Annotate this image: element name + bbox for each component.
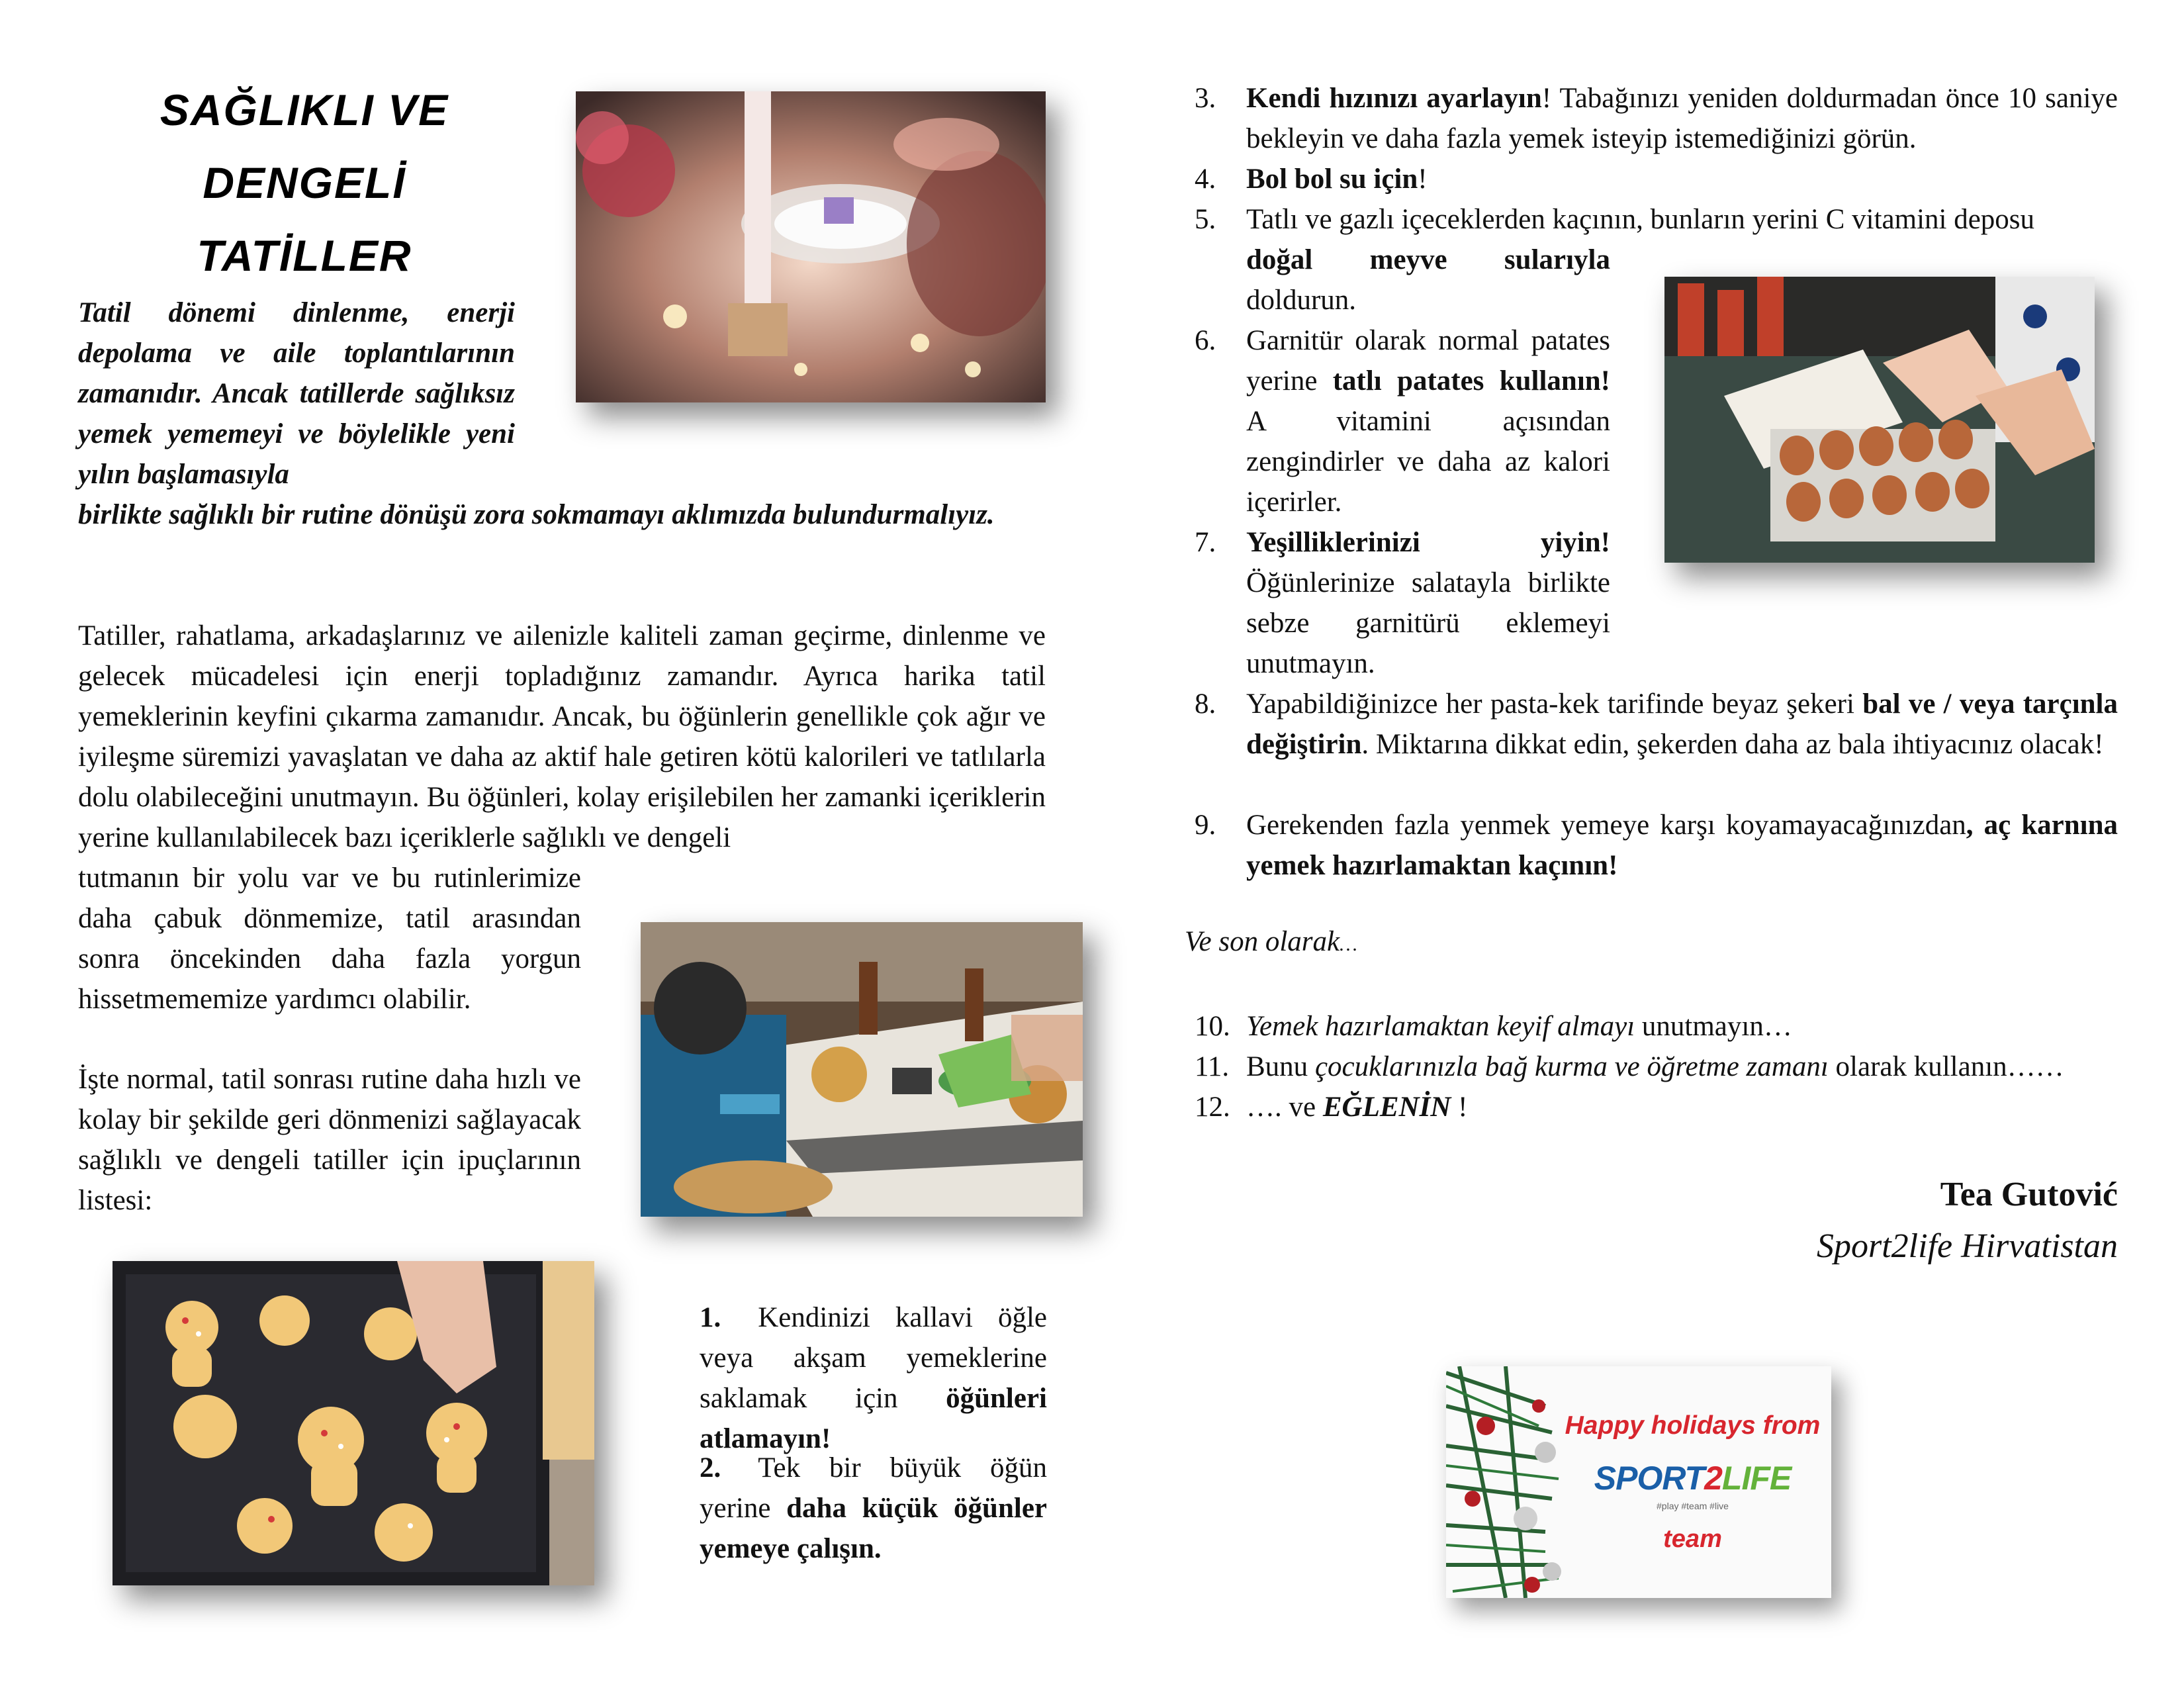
tip-1-number: 1.: [700, 1302, 721, 1333]
author-name: Tea Gutović: [1940, 1176, 2118, 1213]
tip-4-text: !: [1418, 164, 1428, 195]
card-logo-life: LIFE: [1721, 1460, 1792, 1497]
tip-1-bold: öğünleri atlamayın!: [700, 1383, 1047, 1454]
tip-5-number: 5.: [1195, 204, 1216, 235]
title-line-2: DENGELİ: [203, 158, 406, 207]
tip-2-number: 2.: [700, 1452, 721, 1483]
tip-11-text: olarak kullanın……: [1828, 1051, 2064, 1082]
intro-text-narrow: Tatil dönemi dinlenme, enerji depolama ve aile toplantılarının zamanıdır. Ancak tatillerde sağlıksız yemek yememeyi ve böylelikle yeni yılın başlamasıyla: [78, 297, 515, 490]
tip-2-bold: daha küçük öğünler yemeye çalışın.: [700, 1493, 1047, 1564]
tip-10-number: 10.: [1195, 1011, 1230, 1042]
tip-5-text: Tatlı ve gazlı içeceklerden kaçının, bunların yerini C vitamini deposu: [1246, 204, 2035, 235]
holiday-card: [1446, 1366, 1831, 1598]
card-line3: team: [1663, 1525, 1722, 1553]
title-line-1: SAĞLIKLI VE: [159, 85, 449, 134]
card-logo-2: 2: [1704, 1460, 1722, 1497]
tip-3-bold: Kendi hızınızı ayarlayın: [1246, 83, 1542, 114]
tip-8-number: 8.: [1195, 688, 1216, 720]
title-line-3: TATİLLER: [197, 231, 412, 280]
card-logo-sport: SPORT: [1594, 1460, 1705, 1497]
tip-3-text: ! Tabağınızı yeniden doldurmadan önce 10 saniye bekleyin ve daha fazla yemek isteyip istemediğinizi görün.: [1246, 83, 2118, 154]
finally-heading: [1185, 925, 1357, 958]
tip-11-italic: çocuklarınızla bağ kurma ve öğretme zamanı: [1314, 1051, 1829, 1082]
tip-11-number: 11.: [1195, 1051, 1230, 1082]
tip-8-text: Yapabildiğinizce her pasta-kek tarifinde beyaz şekeri: [1246, 688, 1854, 720]
tip-9-number: 9.: [1195, 810, 1216, 841]
intro-text-wide: birlikte sağlıklı bir rutine dönüşü zora sokmamayı aklımızda bulundurmalıyız.: [78, 499, 995, 530]
paragraph1-narrow: tutmanın bir yolu var ve bu rutinlerimize daha çabuk dönmemize, tatil arasından sonra öncekinden daha fazla yorgun hissetmememize yardımcı olabilir.: [78, 863, 581, 1015]
tip-1: [700, 1297, 1047, 1459]
photo-dinner-party: [641, 922, 1083, 1217]
tip-9-bold: , aç karnına yemek hazırlamaktan kaçının!: [1246, 810, 2118, 881]
tip-6-rest: A vitamini açısından zengindirler ve daha az kalori içerirler.: [1246, 406, 1610, 518]
tip-12-number: 12.: [1195, 1092, 1230, 1123]
card-tagline: #play #team #live: [1657, 1501, 1729, 1511]
tip-10-text: unutmayın…: [1635, 1011, 1792, 1042]
paragraph2: İşte normal, tatil sonrası rutine daha hızlı ve kolay bir şekilde geri dönmenizi sağlayacak sağlıklı ve dengeli tatiller için ipuçlarının listesi:: [78, 1064, 581, 1216]
tip-8-rest: . Miktarına dikkat edin, şekerden daha az bala ihtiyacınız olacak!: [1361, 729, 2104, 760]
tip-6-number: 6.: [1195, 325, 1216, 356]
tip-6-text: Garnitür olarak normal patates yerine: [1246, 325, 1610, 397]
tip-5-rest: doldurun.: [1246, 285, 1357, 316]
tip-11-pre: Bunu: [1246, 1051, 1315, 1082]
card-line1: Happy holidays from: [1565, 1411, 1821, 1440]
tip-10-italic: Yemek hazırlamaktan keyif almayı: [1246, 1011, 1635, 1042]
photo-gingerbread-cookies: [113, 1261, 594, 1585]
photo-eggs-baking: [1664, 277, 2095, 563]
tip-6-bold: tatlı patates kullanın!: [1332, 365, 1610, 397]
tip-2-text: Tek bir büyük öğün yerine: [700, 1452, 1047, 1524]
tip-2: [700, 1448, 1047, 1569]
tip-4-bold: Bol bol su için: [1246, 164, 1418, 195]
tip-12-bolditalic: EĞLENİN: [1322, 1092, 1451, 1123]
paragraph1-wide: Tatiller, rahatlama, arkadaşlarınız ve ailenizle kaliteli zaman geçirme, dinlenme ve gelecek mücadelesi için enerji topladığınız zamandır. Ayrıca harika tatil yemeklerinin keyfini çıkarma zamanıdır. Ancak, bu öğünlerin genellikle çok ağır ve iyileşme süremizi yavaşlatan ve daha az aktif hale getiren kötü kalorileri ve tatlılarla dolu olabileceğini unutmayın. Bu öğünleri, kolay erişilebilen her zamanki içeriklerin yerine kullanılabilecek bazı içeriklerle sağlıklı ve dengeli: [78, 620, 1046, 853]
tip-7-number: 7.: [1195, 527, 1216, 558]
tip-1-text: Kendinizi kallavi öğle veya akşam yemeklerine saklamak için: [700, 1302, 1047, 1414]
tip-12-text: !: [1451, 1092, 1468, 1123]
tip-7-bold: Yeşilliklerinizi yiyin!: [1246, 527, 1610, 558]
tip-9-text: Gerekenden fazla yenmek yemeye karşı koyamayacağınızdan: [1246, 810, 1966, 841]
tip-8-bold: bal ve / veya tarçınla değiştirin: [1246, 688, 2118, 760]
photo-dinner-table-candles: [576, 91, 1046, 402]
tip-4-number: 4.: [1195, 164, 1216, 195]
finally-label: Ve son olarak: [1185, 926, 1340, 957]
tip-7-text: Öğünlerinize salatayla birlikte sebze garnitürü eklemeyi unutmayın.: [1246, 567, 1610, 679]
tip-3-number: 3.: [1195, 83, 1216, 114]
author-org: Sport2life Hirvatistan: [1817, 1227, 2118, 1265]
tip-12-pre: …. ve: [1246, 1092, 1323, 1123]
tip-5-bold: doğal meyve sularıyla: [1246, 244, 1610, 275]
finally-dots: …: [1340, 933, 1357, 955]
card-logo: [1559, 1459, 1827, 1497]
